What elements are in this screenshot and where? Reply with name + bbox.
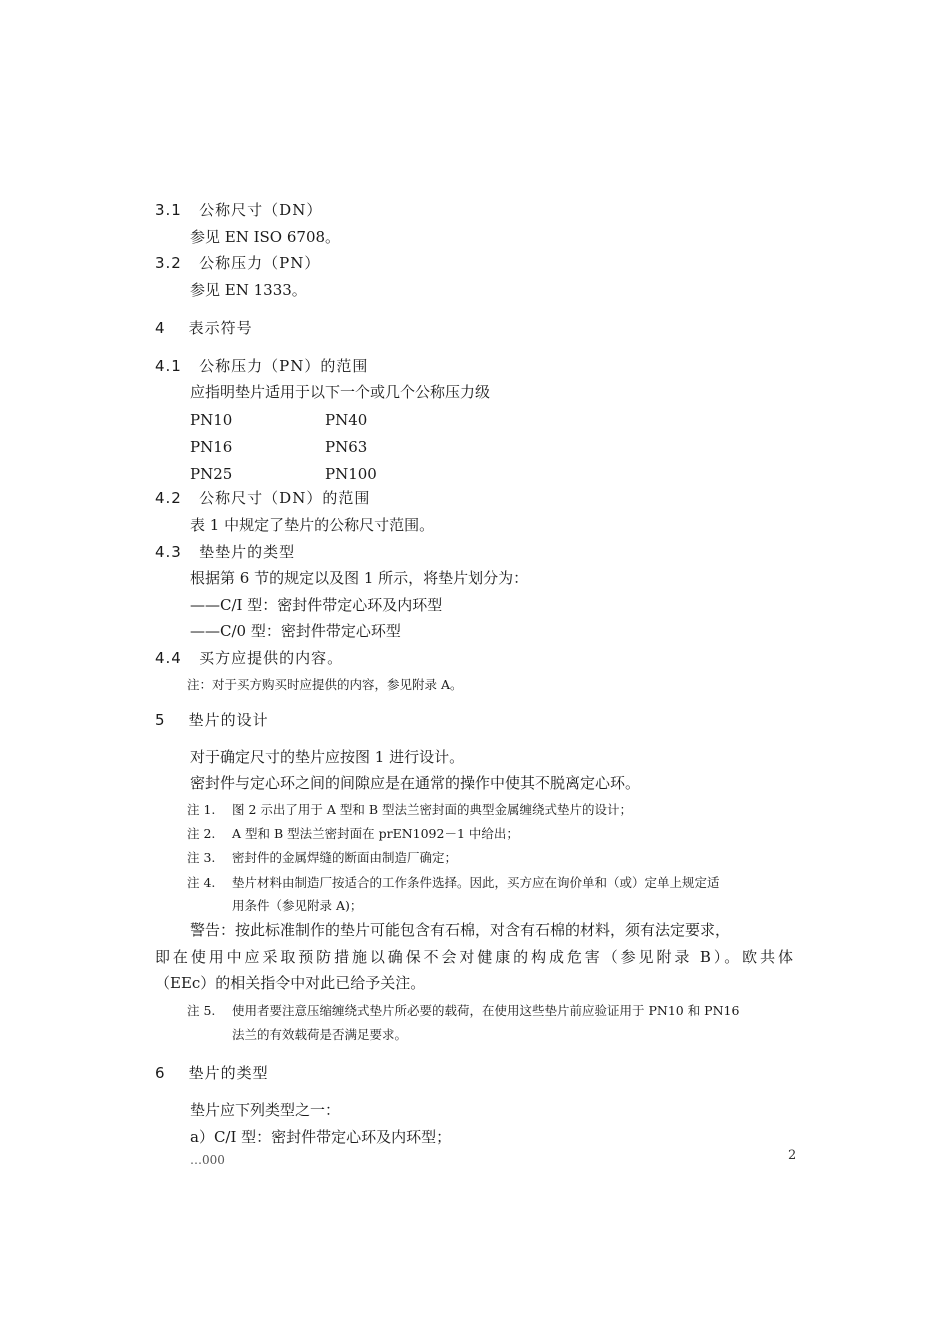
section-number: 3.1	[155, 201, 182, 219]
section-4-2-body: 表 1 中规定了垫片的公称尺寸范围。	[190, 516, 435, 534]
section-5-paragraph-2: 密封件与定心环之间的间隙应是在通常的操作中使其不脱离定心环。	[190, 774, 641, 792]
note-text: A 型和 B 型法兰密封面在 prEN1092－1 中给出；	[232, 826, 519, 841]
note-text: 密封件的金属焊缝的断面由制造厂确定；	[232, 850, 458, 865]
note-4-continuation: 用条件（参见附录 A)；	[232, 898, 363, 913]
page-number: 2	[788, 1148, 797, 1163]
section-4-3-heading	[155, 542, 295, 562]
note-text: 图 2 示出了用于 A 型和 B 型法兰密封面的典型金属缠绕式垫片的设计；	[232, 802, 633, 817]
section-4-4-heading	[155, 648, 343, 668]
section-number: 5	[155, 711, 166, 729]
section-4-2-heading	[155, 488, 370, 508]
section-4-1-heading	[155, 356, 368, 376]
section-number: 4.3	[155, 543, 182, 561]
note-label: 注 4.	[187, 875, 216, 890]
note-label: 注 2.	[187, 826, 216, 841]
section-number: 4.4	[155, 649, 182, 667]
warning-line-2: 即在使用中应采取预防措施以确保不会对健康的构成危害（参见附录 B）。欧共体	[155, 948, 793, 966]
note-1	[187, 800, 632, 820]
section-4-4-note: 注：对于买方购买时应提供的内容，参见附录 A。	[187, 677, 463, 692]
section-number: 6	[155, 1064, 166, 1082]
type-a-item: a）C/I 型：密封件带定心环及内环型；	[190, 1128, 452, 1146]
section-title: 垫片的类型	[188, 1064, 269, 1082]
section-title: 垫垫片的类型	[199, 543, 296, 561]
list-item: ——C/I 型：密封件带定心环及内环型	[190, 596, 443, 614]
note-4	[187, 873, 720, 893]
pn-class: PN40	[325, 411, 368, 429]
section-title: 公称压力（PN）	[199, 254, 321, 272]
warning-line-3: （EEc）的相关指令中对此已给予关注。	[155, 974, 426, 992]
section-6-heading	[155, 1063, 269, 1083]
pn-class: PN10	[190, 411, 233, 429]
section-title: 表示符号	[188, 319, 253, 337]
section-title: 买方应提供的内容。	[199, 649, 344, 667]
section-3-2-body: 参见 EN 1333。	[190, 281, 307, 299]
section-5-heading	[155, 710, 269, 730]
section-title: 垫片的设计	[188, 711, 269, 729]
section-5-paragraph-1: 对于确定尺寸的垫片应按图 1 进行设计。	[190, 748, 465, 766]
section-4-3-body: 根据第 6 节的规定以及图 1 所示，将垫片划分为：	[190, 569, 529, 587]
section-3-2-heading	[155, 253, 320, 273]
pn-class: PN63	[325, 438, 368, 456]
section-number: 4.1	[155, 357, 182, 375]
cut-off-text	[190, 1153, 230, 1167]
note-5-continuation: 法兰的有效载荷是否满足要求。	[232, 1027, 408, 1042]
note-label: 注 3.	[187, 850, 216, 865]
section-title: 公称压力（PN）的范围	[199, 357, 369, 375]
section-title: 公称尺寸（DN）	[199, 201, 323, 219]
section-6-paragraph: 垫片应下列类型之一：	[190, 1101, 341, 1119]
note-5	[187, 1001, 739, 1021]
note-3	[187, 848, 457, 868]
note-2	[187, 824, 519, 844]
pn-class: PN100	[325, 465, 377, 483]
section-3-1-heading	[155, 200, 322, 220]
list-item: ——C/0 型：密封件带定心环型	[190, 622, 401, 640]
section-number: 4	[155, 319, 166, 337]
section-3-1-body: 参见 EN ISO 6708。	[190, 228, 341, 246]
note-text: 使用者要注意压缩缠绕式垫片所必要的载荷，在使用这些垫片前应验证用于 PN10 和 PN16	[232, 1003, 740, 1018]
section-title: 公称尺寸（DN）的范围	[199, 489, 371, 507]
section-4-heading	[155, 318, 253, 338]
cut-off-glyphs: …000	[190, 1153, 225, 1167]
section-number: 3.2	[155, 254, 182, 272]
section-number: 4.2	[155, 489, 182, 507]
pn-class: PN25	[190, 465, 233, 483]
section-4-1-body: 应指明垫片适用于以下一个或几个公称压力级	[190, 383, 491, 401]
note-label: 注 5.	[187, 1003, 216, 1018]
note-label: 注 1.	[187, 802, 216, 817]
warning-line-1: 警告：按此标准制作的垫片可能包含有石棉，对含有石棉的材料，须有法定要求，	[190, 921, 731, 939]
pn-class: PN16	[190, 438, 233, 456]
note-text: 垫片材料由制造厂按适合的工作条件选择。因此，买方应在询价单和（或）定单上规定适	[232, 875, 720, 890]
